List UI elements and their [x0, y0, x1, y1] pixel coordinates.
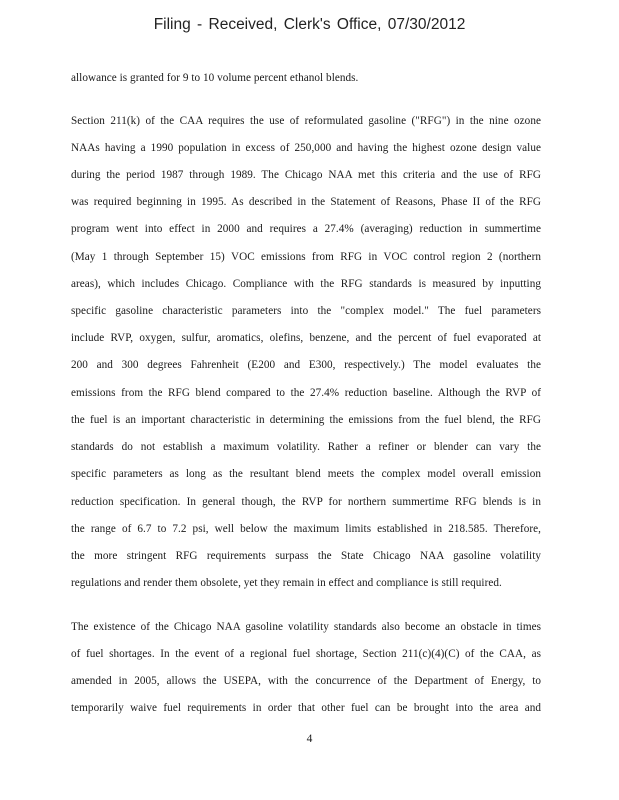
text-line: specific parameters as long as the resultant blend meets the complex model overall emission [71, 468, 541, 480]
text-line: (May 1 through September 15) VOC emissions from RFG in VOC control region 2 (northern [71, 251, 541, 263]
text-line: specific gasoline characteristic parameters into the "complex model." The fuel parameters [71, 305, 541, 317]
filing-header: Filing - Received, Clerk's Office, 07/30/2012 [153, 16, 466, 33]
text-line: emissions from the RFG blend compared to the 27.4% reduction baseline. Although the RVP of [71, 387, 541, 399]
text-line: areas), which includes Chicago. Compliance with the RFG standards is measured by inputting [71, 278, 541, 290]
text-line: amended in 2005, allows the USEPA, with the concurrence of the Department of Energy, to [71, 675, 541, 687]
text-line: temporarily waive fuel requirements in order that other fuel can be brought into the area and [71, 702, 541, 714]
text-line: The existence of the Chicago NAA gasoline volatility standards also become an obstacle in times [71, 621, 541, 633]
text-line: the range of 6.7 to 7.2 psi, well below the maximum limits established in 218.585. Therefore, [71, 523, 541, 535]
text-line: the more stringent RFG requirements surpass the State Chicago NAA gasoline volatility [71, 550, 541, 562]
text-line: during the period 1987 through 1989. The Chicago NAA met this criteria and the use of RFG [71, 169, 541, 181]
text-line: 200 and 300 degrees Fahrenheit (E200 and E300, respectively.) The model evaluates the [71, 359, 541, 371]
text-line: of fuel shortages. In the event of a regional fuel shortage, Section 211(c)(4)(C) of the CAA, as [71, 648, 541, 660]
text-line: reduction specification. In general though, the RVP for northern summertime RFG blends is in [71, 496, 541, 508]
text-line: Section 211(k) of the CAA requires the use of reformulated gasoline ("RFG") in the nine ozone [71, 115, 541, 127]
text-line: program went into effect in 2000 and requires a 27.4% (averaging) reduction in summertime [71, 223, 541, 235]
text-line: the fuel is an important characteristic in determining the emissions from the fuel blend, the RFG [71, 414, 541, 426]
text-line: regulations and render them obsolete, yet they remain in effect and compliance is still required. [71, 577, 502, 589]
text-line: include RVP, oxygen, sulfur, aromatics, olefins, benzene, and the percent of fuel evaporated at [71, 332, 541, 344]
text-line: standards do not establish a maximum volatility. Rather a refiner or blender can vary the [71, 441, 541, 453]
text-line: allowance is granted for 9 to 10 volume percent ethanol blends. [71, 72, 359, 84]
page-number: 4 [306, 733, 313, 745]
text-line: NAAs having a 1990 population in excess of 250,000 and having the highest ozone design value [71, 142, 541, 154]
text-line: was required beginning in 1995. As described in the Statement of Reasons, Phase II of the RFG [71, 196, 541, 208]
